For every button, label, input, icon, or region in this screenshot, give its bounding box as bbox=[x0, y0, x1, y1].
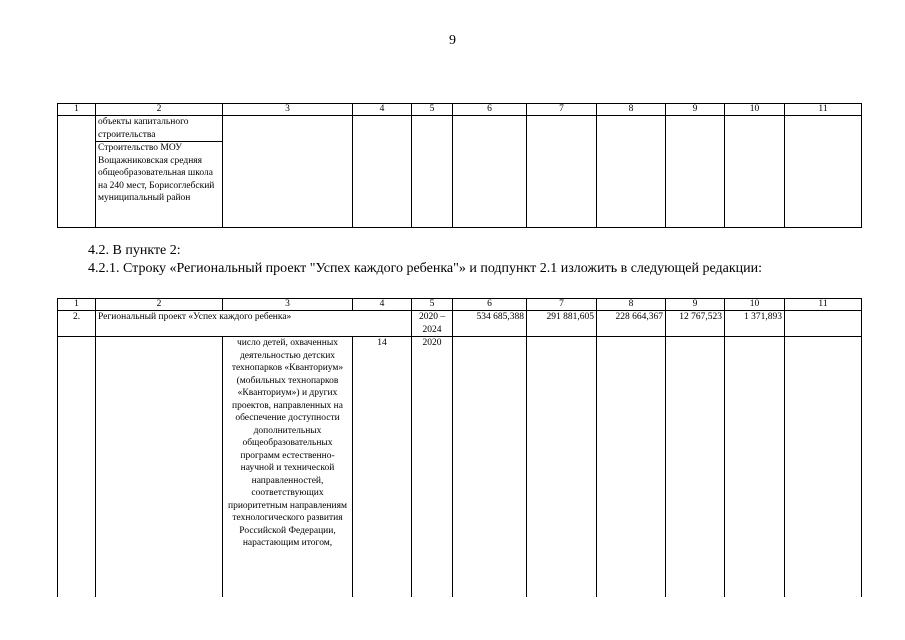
col-number: 9 bbox=[666, 104, 725, 116]
object-category-cell: объекты капитального строительства bbox=[96, 116, 223, 142]
funding-col-9: 12 767,523 bbox=[666, 311, 725, 337]
funding-total: 534 685,388 bbox=[453, 311, 527, 337]
project-name: Региональный проект «Успех каждого ребенка» bbox=[96, 311, 412, 337]
project-period: 2020 – 2024 bbox=[412, 311, 453, 337]
col-number: 4 bbox=[353, 299, 412, 311]
col-number: 10 bbox=[725, 299, 785, 311]
funding-col-10: 1 371,893 bbox=[725, 311, 785, 337]
col-number: 6 bbox=[453, 299, 527, 311]
table-row bbox=[58, 311, 862, 337]
col-number: 1 bbox=[58, 299, 96, 311]
col-number: 5 bbox=[412, 299, 453, 311]
col-number: 5 bbox=[412, 104, 453, 116]
col-number: 10 bbox=[725, 104, 785, 116]
table-regional-project bbox=[57, 298, 862, 597]
indicator-unit: 14 bbox=[353, 337, 412, 597]
funding-col-7: 291 881,605 bbox=[527, 311, 597, 337]
col-number: 7 bbox=[527, 104, 597, 116]
paragraph-4-2: 4.2. В пункте 2: bbox=[88, 243, 181, 258]
table-row bbox=[58, 337, 862, 597]
col-number: 8 bbox=[597, 299, 666, 311]
col-number: 1 bbox=[58, 104, 96, 116]
col-number: 6 bbox=[453, 104, 527, 116]
col-number: 3 bbox=[223, 104, 353, 116]
page-number: 9 bbox=[449, 33, 456, 48]
table-continuation bbox=[57, 103, 862, 228]
col-number: 8 bbox=[597, 104, 666, 116]
indicator-text: число детей, охваченных деятельностью детских технопарков «Кванториум» (мобильных технопарков «Кванториум») и других проектов, направленных на обеспечение доступности дополнительных общеобразовательных программ естественно-научной и технической направленностей, соответствующих приоритетным направлениям технологического развития Российской Федерации, нарастающим итогом, bbox=[223, 337, 353, 597]
col-number: 2 bbox=[96, 299, 223, 311]
paragraph-4-2-1: 4.2.1. Строку «Региональный проект "Успех каждого ребенка"» и подпункт 2.1 изложить в следующей редакции: bbox=[88, 261, 763, 276]
table-header-row bbox=[58, 104, 862, 116]
col-number: 3 bbox=[223, 299, 353, 311]
col-number: 2 bbox=[96, 104, 223, 116]
funding-col-8: 228 664,367 bbox=[597, 311, 666, 337]
col-number: 7 bbox=[527, 299, 597, 311]
col-number: 4 bbox=[353, 104, 412, 116]
table-row bbox=[58, 116, 862, 142]
col-number: 11 bbox=[785, 104, 862, 116]
row-number: 2. bbox=[58, 311, 96, 337]
object-name-cell: Строительство МОУ Вощажниковская средняя общеобразовательная школа на 240 мест, Борисоглебский муниципальный район bbox=[96, 142, 223, 228]
col-number: 9 bbox=[666, 299, 725, 311]
table-header-row bbox=[58, 299, 862, 311]
col-number: 11 bbox=[785, 299, 862, 311]
indicator-year: 2020 bbox=[412, 337, 453, 597]
